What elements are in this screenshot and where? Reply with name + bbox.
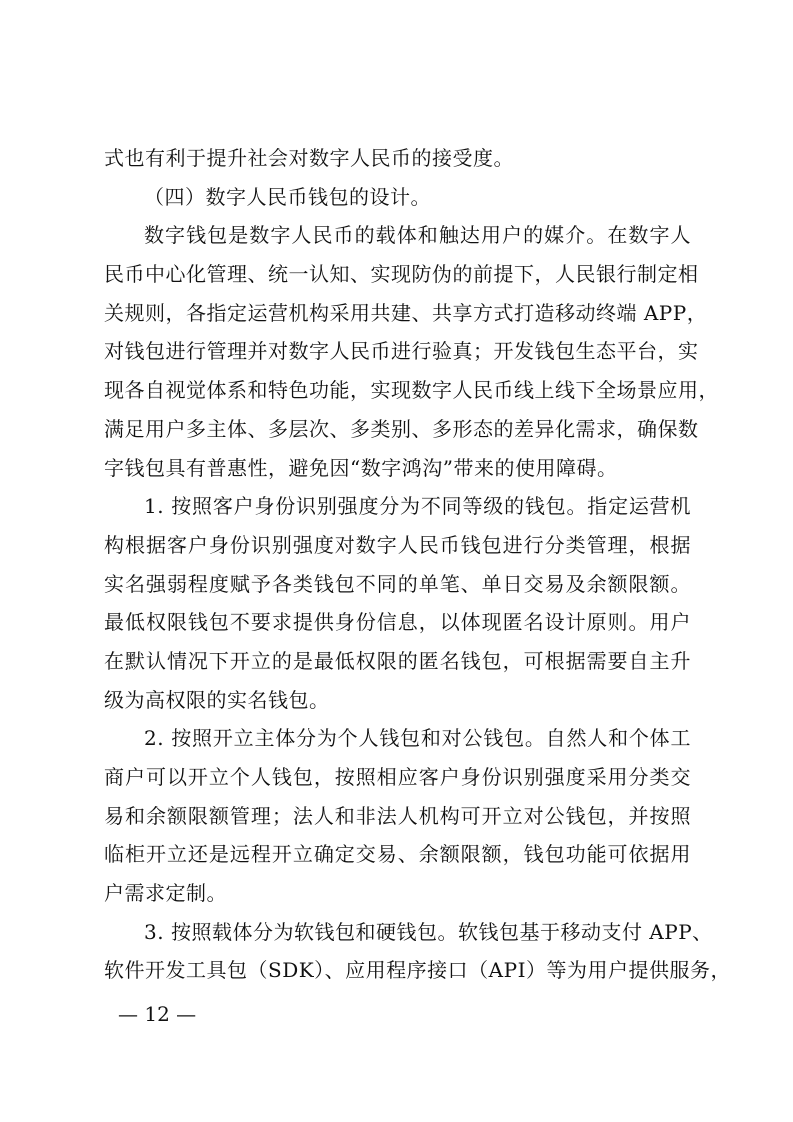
- paragraph-line: 在默认情况下开立的是最低权限的匿名钱包，可根据需要自主升: [104, 648, 691, 673]
- paragraph-line: 3. 按照载体分为软钱包和硬钱包。软钱包基于移动支付 APP、: [144, 919, 713, 944]
- document-body: [104, 143, 731, 994]
- paragraph-line: 临柜开立还是远程开立确定交易、余额限额，钱包功能可依据用: [104, 842, 691, 867]
- paragraph-line: 数字钱包是数字人民币的载体和触达用户的媒介。在数字人: [144, 223, 691, 248]
- paragraph-line: 易和余额限额管理；法人和非法人机构可开立对公钱包，并按照: [104, 803, 691, 828]
- paragraph-line: 软件开发工具包（SDK）、应用程序接口（API）等为用户提供服务，: [104, 958, 731, 983]
- paragraph-line: 对钱包进行管理并对数字人民币进行验真；开发钱包生态平台，实: [104, 339, 699, 364]
- page-number: — 12 —: [118, 1002, 197, 1026]
- paragraph-line: 最低权限钱包不要求提供身份信息，以体现匿名设计原则。用户: [104, 610, 691, 635]
- paragraph-line: 构根据客户身份识别强度对数字人民币钱包进行分类管理，根据: [104, 532, 691, 557]
- paragraph-line: 现各自视觉体系和特色功能，实现数字人民币线上线下全场景应用，: [104, 378, 719, 403]
- paragraph-line: 关规则，各指定运营机构采用共建、共享方式打造移动终端 APP，: [104, 300, 708, 325]
- paragraph-line: 式也有利于提升社会对数字人民币的接受度。: [104, 146, 514, 170]
- paragraph-line: 民币中心化管理、统一认知、实现防伪的前提下，人民银行制定相: [104, 262, 699, 287]
- paragraph-line: 2. 按照开立主体分为个人钱包和对公钱包。自然人和个体工: [144, 726, 691, 751]
- paragraph-line: 字钱包具有普惠性，避免因“数字鸿沟”带来的使用障碍。: [104, 455, 618, 480]
- paragraph-line: 满足用户多主体、多层次、多类别、多形态的差异化需求，确保数: [104, 416, 699, 441]
- section-heading: （四）数字人民币钱包的设计。: [144, 184, 431, 209]
- paragraph-line: 级为高权限的实名钱包。: [104, 687, 330, 712]
- paragraph-line: 商户可以开立个人钱包，按照相应客户身份识别强度采用分类交: [104, 765, 691, 789]
- paragraph-line: 实名强弱程度赋予各类钱包不同的单笔、单日交易及余额限额。: [104, 571, 691, 596]
- paragraph-line: 1. 按照客户身份识别强度分为不同等级的钱包。指定运营机: [144, 494, 691, 519]
- paragraph-line: 户需求定制。: [104, 881, 227, 906]
